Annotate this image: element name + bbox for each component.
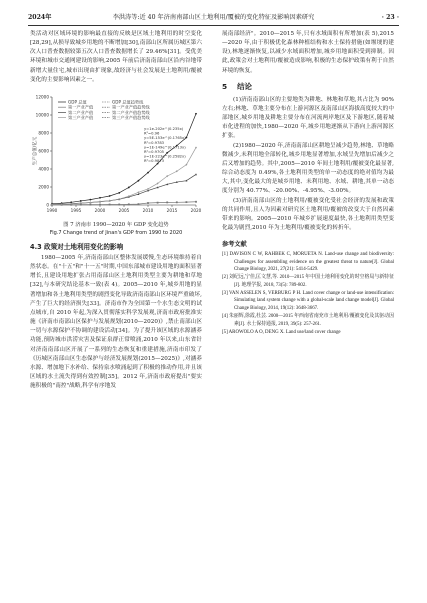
conclusion-2: (2)1980—2020 年,济南南部山区耕地呈减少趋势,林地、草地略微减少,未利用地全部转化,城乡用地显著增加,水域呈先增加后减少之后又增加的趋势。其中,2005—2010 年间土地利用/覆被变化最显著,综合动态度为 0.49%,各土地利用类型的单一动态度的绝对值均为最大,其中,变化最大的是城乡用地、未利用地、水域、耕地,其单一动态度分别为 40.77%、-20.00%、-4.95%、-3.00%。 [222,142,394,195]
data-point [137,191,139,193]
trend-legend-label: 第二产业产值趋势线 [112,109,150,115]
reference-item: [3] VAN ASSELEN S, VERBURG P H. Land cover change or land-use intensification: Simulating land system change with a global-scale land change model[J]. Global Change Biology, 2014, 19(12): 3648-3667. [222,290,394,312]
data-point [99,204,101,206]
data-point [118,192,120,194]
y-axis-label: 生产总值/亿元 [33,136,38,166]
data-point [186,201,188,203]
series-line [52,174,196,204]
section-number: 5 [222,81,228,91]
y-tick-label: 2000 [38,184,49,190]
data-point [89,201,91,203]
header-year: 2024年 [28,14,52,21]
y-tick-label: 12000 [35,94,49,100]
figure-caption-cn: 图 7 济南市 1990—2020 年 GDP 变化趋势 [63,221,169,228]
x-tick-label: 1990 [46,207,58,213]
section-title: 结论 [237,81,252,91]
trend-equation: y=5E-153e^(0.1765x) [144,136,186,141]
data-point [128,186,130,188]
gdp-line-chart [30,91,202,219]
header-running-title: 李洪涛等:近 40 年济南南部山区土地利用/覆被的变化特征及影响因素研究 [112,14,315,21]
data-point [147,172,149,174]
reference-item: [1] DAVISON C W, RAHBEK C, MORUETA N. Land-use change and biodiversity: Challenges for assembling evidence on the greatest threat to nature[J]. Global Change Biology, 2021, 27(21): 5414-5429. [222,252,394,273]
data-point [109,204,111,206]
data-point [195,173,197,175]
data-point [186,137,188,139]
trend-legend-label: GDP 总值趋势线 [112,99,144,105]
reference-item: [4] 朱丽辉,徐霞,杜芸. 2000—2015 年西南省南充市土地利用/覆被变化及其驱动因素[J]. 水土保持通报, 2019, 39(5): 257-261. [222,314,394,327]
trend-legend-label: 第三产业产值趋势线 [112,115,150,121]
data-point [195,201,197,203]
reference-item: [5] AROWOLO A O, DENG X. Land use/land cover change [222,329,341,335]
trend-legend-label: 第一产业产值趋势线 [112,104,150,110]
figure-caption-en: Fig.7 Change trend of Jinan's GDP from 1990 to 2020 [49,229,183,236]
data-point [176,201,178,203]
y-tick-label: 6000 [38,148,49,154]
conclusion-1: (1)济南南部山区的主要地类为耕地、林地和草地,其占比为 90%左右;林地、草地主要分布在上游河源区及南部山区海拔高度较大的中部地区,城乡用地及耕地主要分布在河流两岸地区及下游地区,随着城市化进程的加快,1980—2020 年,城乡用地逐渐从下游向上游河源区扩张。 [222,96,394,140]
legend-label: 第三产业产值 [68,115,94,121]
right-paragraph-1: 展南部经济"。2010—2015 年,只有水域面积有所增加(表 5),2015—2020 年,由于积极优化森林种植结构和水土保持措施(如堰埂的建设),林地逐渐恢复,以减少水域面积增加,城乡用地面积受到抑制。因此,政策会对土地利用/覆被造成影响,积极的生态保护政策有利于自然环境的恢复。 [222,31,394,74]
header-rule [28,25,399,26]
data-point [90,199,92,201]
data-point [128,203,130,205]
data-point [90,204,92,206]
left-column [30,30,202,391]
data-point [195,113,197,115]
data-point [118,203,120,205]
data-point [157,202,159,204]
legend-label: GDP 总值 [68,99,87,105]
trend-equation: y=1e-202e^(0.235x) [144,126,184,131]
x-tick-label: 2015 [166,207,178,213]
conclusion-3: (3)济南南部山区的土地利用/覆被变化受社会经济的发展和政策的共同作用,且人为因素对研究区土地利用/覆被的改变大于自然因素带来的影响。2005—2010 年城乡扩展速度最快,各土地利用类型变化最为剧烈,2010 年为土地利用/覆被变化的转折年。 [222,197,394,231]
data-point [80,200,82,202]
data-point [138,203,140,205]
left-paragraph-1: 类活动对区域环境的影响最直接的反映是区域土地利用的时空变化[28,29],从损导致城乡用地的不断增加[30],南部山区所属历城区第六次人口普查数据较第五次人口普查数据增长了 29.46%[31]。受优美环境和城市交通网建设的影响,2005 年前后济南南部山区沿内谷地带新增大量住宅,城市出现由扩现象,故经济与社会发展是土地利用/覆被变化的主要影响因素之一。 [30,31,202,83]
data-point [138,180,140,182]
running-header [28,12,399,24]
y-tick-label: 8000 [38,130,49,136]
trend-equation: R²=0.9873 [144,159,165,164]
legend-label: 第一产业产值 [68,104,94,110]
trend-equation: R²=0.96 [144,131,160,136]
x-tick-label: 2005 [118,207,130,213]
y-tick-label: 4000 [38,166,49,172]
data-point [166,152,168,154]
x-tick-label: 2000 [94,207,106,213]
data-point [109,195,111,197]
reference-list [222,251,394,336]
y-tick-label: 0 [46,202,49,208]
trend-equation: R²=0.9705 [144,149,165,154]
x-tick-label: 2010 [142,207,154,213]
data-point [166,201,168,203]
y-tick-label: 10000 [35,112,49,118]
left-paragraph-2: 1980—2005 年,济南南部山区整体发展缓慢,生态环境维持着自然状态。在"十五"和"十一五"时期,中国东部城市建设用地的面积显著增长,且建设用地扩张占用南部山区土地利用类型主要为耕地和草地[32],与本研究结论基本一致(表 4)。2005—2010 年,城乡用地的显著增加和各土地利用类型的剧烈变化导致济南南部山区环境严重破坏,产生了巨大的经济损失[33]。济南市作为全国第一个水生态文明的试点城市,自 2010 年起,为深入贯彻落实科学发展观,济南市政府批准实施《济南市南部山区保护与发展规划(2010—2020)》,禁止南部山区一切与水源保护不协调的建设活动[34]。为了提升该区域的水源涵养功能,预防城市洪涝灾害及保证泉群正常喷涌,2010 年以来,山东省针对济南南部山区开展了一系列的生态恢复和重建措施,济南市印发了《历城区南部山区生态保护与经济发展规划(2015—2025)》,对涵养水源、增加地下水补给、保持泉水喷涌起到了积极的推动作用,并且该区域的水土流失得到有效控制[35]。2012 年,济南市政府提出"要实施积极的"南控"战略,科学有序地发 [30,254,202,390]
legend-label: 第二产业产值 [68,109,94,115]
right-column [222,30,394,337]
header-page-number: · 23 · [381,14,399,21]
data-point [99,197,101,199]
section-heading-conclusion [222,81,394,93]
references-heading: 参考文献 [222,241,247,249]
gdp-figure [30,91,202,219]
reference-item: [2] 刘纪远,宁佳,匡文慧,等. 2010—2015 年中国土地利用变化的时空格局与新特征[J]. 地理学报, 2018, 73(5): 789-802. [222,275,394,288]
section-heading-4-3: 4.3 政策对土地利用变化的影响 [30,242,124,251]
x-tick-label: 1995 [70,207,82,213]
data-point [147,202,149,204]
x-tick-label: 2020 [190,207,202,213]
trend-equation: R²=0.9783 [144,140,165,145]
trend-equation: y=1E-223e^(0.2582x) [144,154,186,159]
trend-equation: y=1E-149e^(0.1713x) [144,145,186,150]
